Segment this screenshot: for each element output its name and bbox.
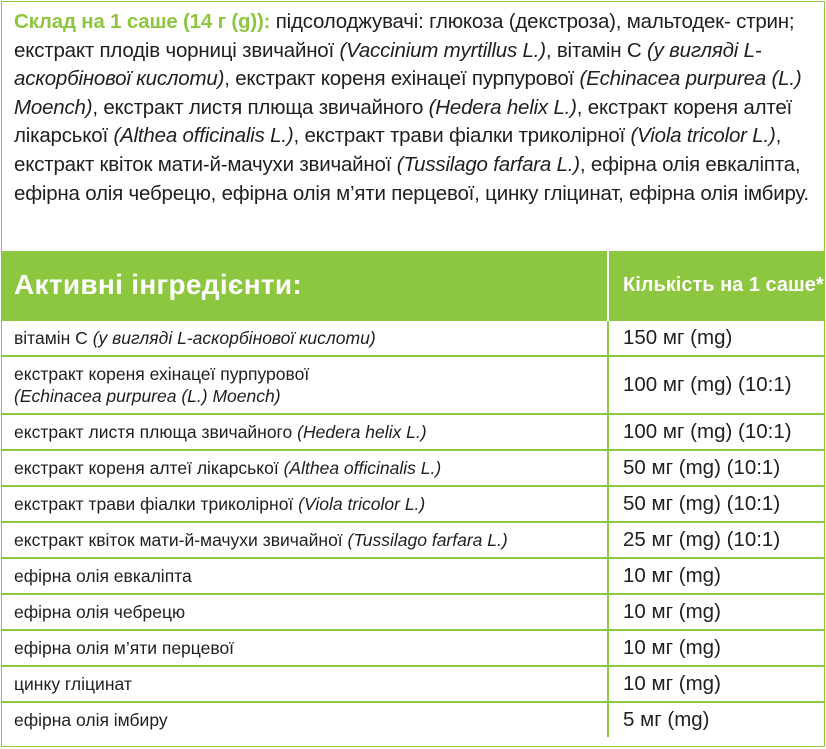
ingredient-name: екстракт квіток мати-й-мачухи звичайної	[14, 530, 348, 550]
ingredient-name-cell	[2, 594, 608, 630]
ingredient-name: ефірна олія чебрецю	[14, 602, 186, 622]
ingredient-name: ефірна олія м’яти перцевої	[14, 638, 235, 658]
ingredient-name-cell	[2, 356, 608, 414]
ingredient-name-cell	[2, 558, 608, 594]
table-row	[2, 320, 824, 356]
ingredient-amount: 5 мг (mg)	[608, 702, 824, 737]
ingredient-latin-name: (Hedera helix L.)	[297, 422, 427, 442]
ingredient-amount: 10 мг (mg)	[608, 558, 824, 594]
ingredient-latin-name: (Althea officinalis L.)	[283, 458, 442, 478]
ingredient-amount: 10 мг (mg)	[608, 666, 824, 702]
ingredient-amount: 50 мг (mg) (10:1)	[608, 450, 824, 486]
ingredient-name-cell	[2, 450, 608, 486]
supplement-facts-panel	[1, 1, 825, 747]
table-header-row	[2, 251, 824, 320]
ingredient-latin-name: (Tussilago farfara L.)	[347, 530, 508, 550]
active-ingredients-table	[2, 251, 824, 737]
ingredient-amount: 100 мг (mg) (10:1)	[608, 414, 824, 450]
ingredient-name: цинку гліцинат	[14, 674, 132, 694]
table-row	[2, 450, 824, 486]
table-row	[2, 630, 824, 666]
table-body	[2, 320, 824, 737]
ingredient-amount: 10 мг (mg)	[608, 594, 824, 630]
ingredient-name: ефірна олія евкаліпта	[14, 566, 192, 586]
table-row	[2, 522, 824, 558]
table-row	[2, 486, 824, 522]
ingredient-amount: 50 мг (mg) (10:1)	[608, 486, 824, 522]
ingredients-column-header: Активні інгредієнти:	[2, 251, 608, 320]
composition-header: Склад на 1 саше (14 г (g)):	[14, 10, 271, 33]
amount-column-header: Кількість на 1 саше*	[608, 251, 824, 320]
ingredient-amount: 150 мг (mg)	[608, 320, 824, 356]
ingredient-name-cell	[2, 486, 608, 522]
ingredient-name-cell	[2, 522, 608, 558]
composition-paragraph	[2, 2, 824, 245]
ingredient-name-cell	[2, 702, 608, 737]
ingredient-name: екстракт кореня ехінацеї пурпурової	[14, 364, 310, 384]
table-row	[2, 594, 824, 630]
table-row	[2, 356, 824, 414]
ingredient-name-cell	[2, 666, 608, 702]
table-row	[2, 666, 824, 702]
ingredient-name-cell	[2, 630, 608, 666]
ingredient-name-cell	[2, 320, 608, 356]
ingredient-latin-name: (у вигляді L-аскорбінової кислоти)	[92, 328, 376, 348]
ingredient-name: вітамін С	[14, 328, 93, 348]
ingredient-name: екстракт кореня алтеї лікарської	[14, 458, 284, 478]
ingredient-name: ефірна олія імбиру	[14, 710, 168, 730]
table-row	[2, 414, 824, 450]
table-row	[2, 702, 824, 737]
composition-text: підсолоджувачі: глюкоза (декстроза), мальтодек- стрин; екстракт плодів чорниці звичайної (Vaccinium myrtillus L.), вітамін С (у вигляді L-аскорбінової кислоти), екстракт кореня ехінацеї пурпурової (Echinacea purpurea (L.) Moench), екстракт листя плюща звичайного (Hedera helix L.), екстракт кореня алтеї лікарської (Althea officinalis L.), екстракт трави фіалки триколірної (Viola tricolor L.), екстракт квіток мати-й-мачухи звичайної (Tussilago farfara L.), ефірна олія евкаліпта, ефірна олія чебрецю, ефірна олія м’яти перцевої, цинку гліцинат, ефірна олія імбиру.	[14, 10, 809, 205]
ingredient-latin-name: (Echinacea purpurea (L.) Moench)	[14, 386, 281, 406]
ingredient-amount: 10 мг (mg)	[608, 630, 824, 666]
ingredient-latin-name: (Viola tricolor L.)	[298, 494, 426, 514]
ingredient-name: екстракт трави фіалки триколірної	[14, 494, 299, 514]
table-row	[2, 558, 824, 594]
ingredient-name-cell	[2, 414, 608, 450]
ingredient-amount: 25 мг (mg) (10:1)	[608, 522, 824, 558]
ingredient-amount: 100 мг (mg) (10:1)	[608, 356, 824, 414]
ingredient-name: екстракт листя плюща звичайного	[14, 422, 298, 442]
